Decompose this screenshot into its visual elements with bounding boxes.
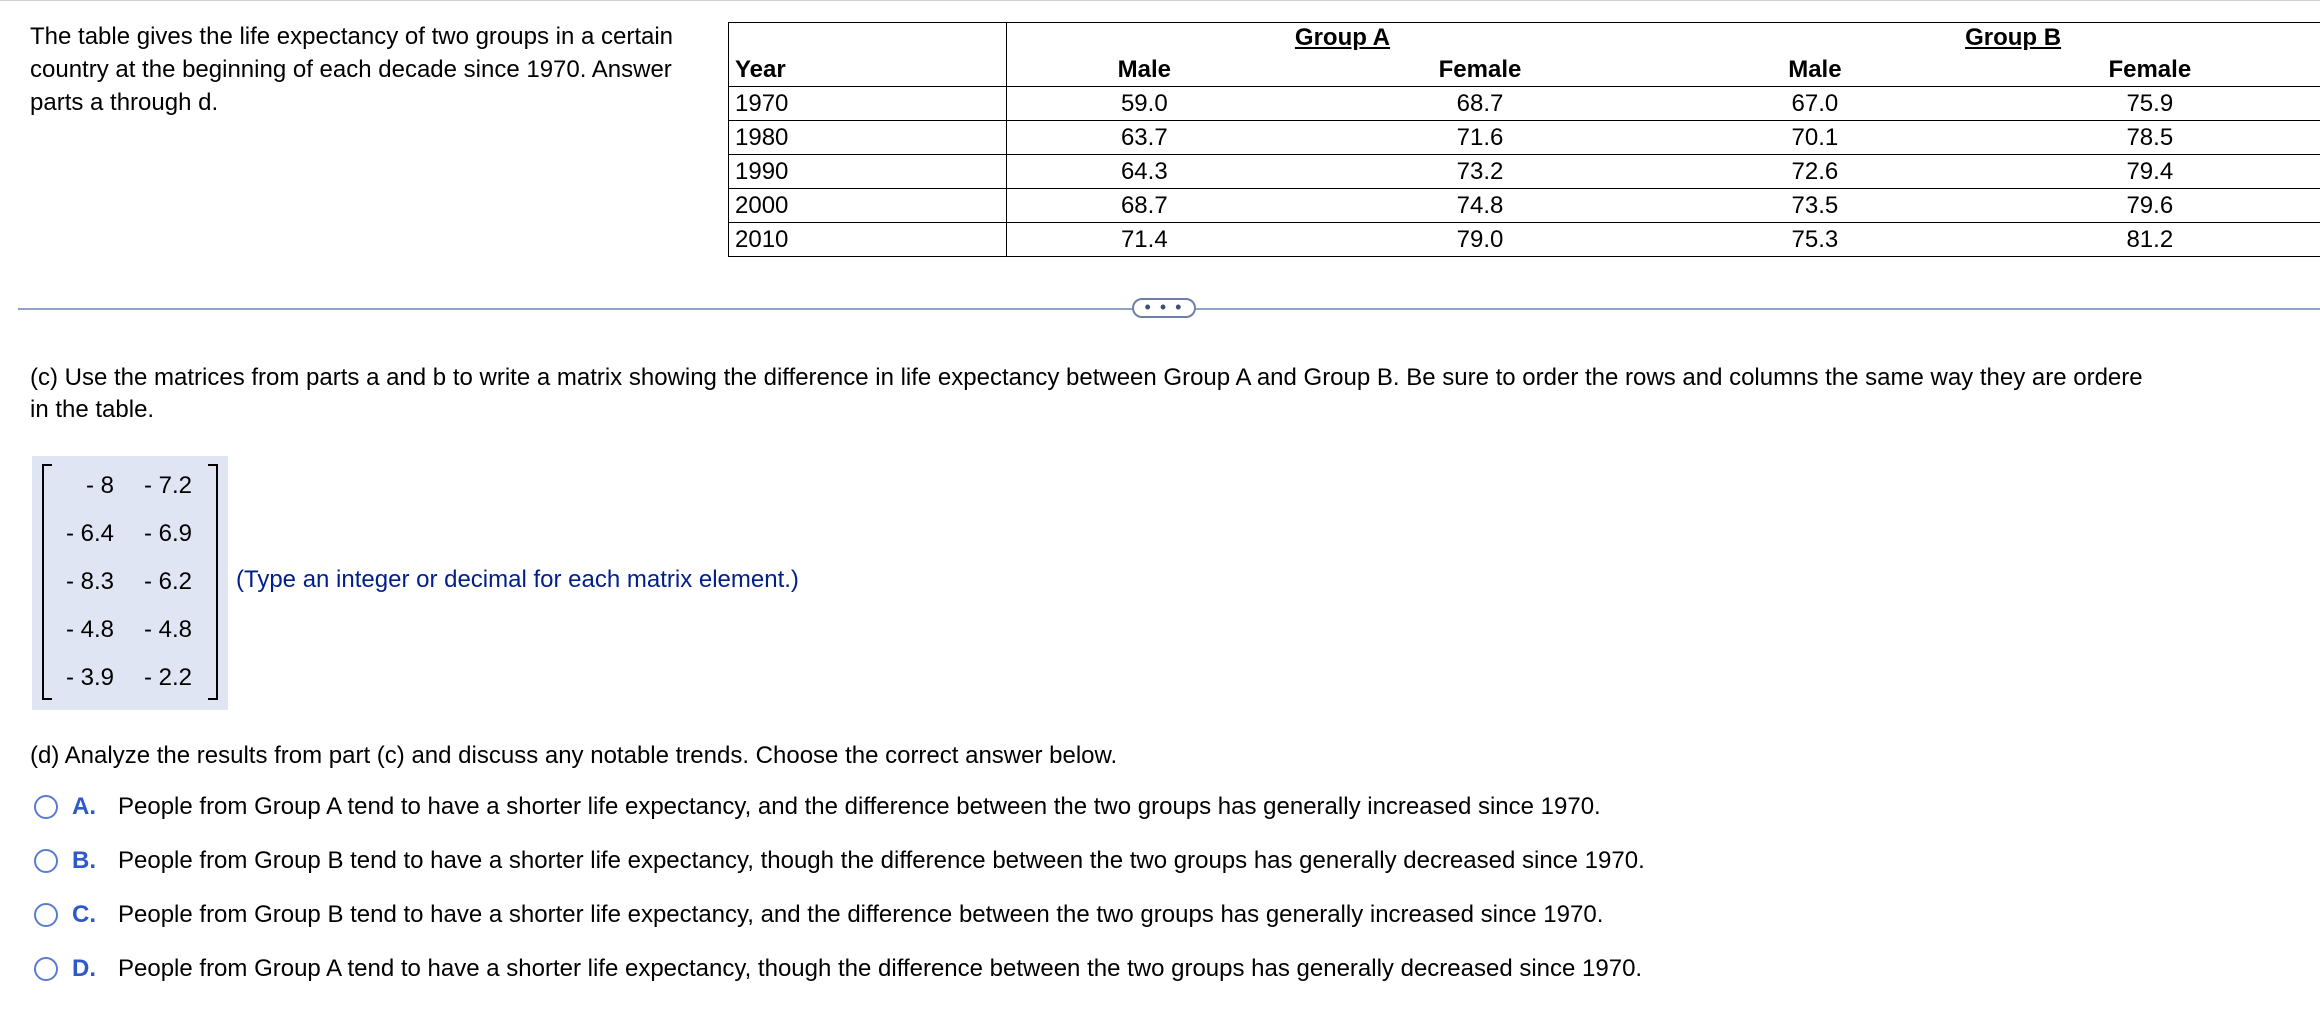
year-cell: 1990 (729, 155, 1007, 189)
value-cell: 59.0 (1006, 87, 1282, 121)
matrix-cell[interactable]: - 7.2 (143, 472, 192, 499)
value-cell: 78.5 (1952, 121, 2320, 155)
year-header: Year (729, 53, 1007, 87)
part-d-question: (d) Analyze the results from part (c) and discuss any notable trends. Choose the correct answer below. (30, 742, 1118, 769)
option-letter: A. (72, 793, 96, 820)
intro-text: The table gives the life expectancy of two groups in a certain country at the beginning of each decade since 1970. Answer parts a through d. (30, 23, 674, 116)
value-cell: 75.3 (1678, 223, 1951, 257)
matrix-row (60, 462, 210, 510)
value-cell: 67.0 (1678, 87, 1951, 121)
option-text: People from Group B tend to have a shorter life expectancy, and the difference between the two groups has generally increased since 1970. (118, 901, 1604, 928)
value-cell: 74.8 (1282, 189, 1678, 223)
value-cell: 68.7 (1006, 189, 1282, 223)
table-row (729, 155, 2320, 189)
option-text: People from Group A tend to have a shorter life expectancy, though the difference between the two groups has generally decreased since 1970. (118, 955, 1643, 982)
matrix-cell[interactable]: - 6.4 (65, 520, 114, 547)
value-cell: 81.2 (1952, 223, 2320, 257)
top-border (0, 0, 2320, 1)
matrix-cell[interactable]: - 4.8 (143, 616, 192, 643)
matrix-row (60, 510, 210, 558)
radio-button[interactable] (34, 849, 58, 873)
group-a-male-header: Male (1117, 56, 1171, 83)
value-cell: 64.3 (1006, 155, 1282, 189)
radio-button[interactable] (34, 903, 58, 927)
table-row (729, 189, 2320, 223)
matrix-row (60, 558, 210, 606)
option-text: People from Group B tend to have a shorter life expectancy, though the difference between the two groups has generally decreased since 1970. (118, 847, 1645, 874)
group-b-header: Group B (1965, 24, 2062, 51)
value-cell: 63.7 (1006, 121, 1282, 155)
option-letter: D. (72, 955, 96, 982)
year-cell: 1980 (729, 121, 1007, 155)
radio-button[interactable] (34, 795, 58, 819)
value-cell: 68.7 (1282, 87, 1678, 121)
value-cell: 73.5 (1678, 189, 1951, 223)
group-a-female-header: Female (1438, 56, 1522, 83)
life-expectancy-table (728, 22, 2320, 257)
matrix-cell[interactable]: - 3.9 (65, 664, 114, 691)
matrix-left-bracket (42, 464, 52, 700)
value-cell: 79.0 (1282, 223, 1678, 257)
answer-matrix (32, 456, 228, 710)
expand-more-button[interactable]: • • • (1132, 298, 1196, 318)
matrix-cell[interactable]: - 8 (85, 472, 114, 499)
matrix-row (60, 654, 210, 702)
value-cell: 72.6 (1678, 155, 1951, 189)
matrix-row (60, 606, 210, 654)
group-b-male-header: Male (1788, 56, 1842, 83)
radio-button[interactable] (34, 957, 58, 981)
table-row (729, 121, 2320, 155)
group-a-header: Group A (1294, 24, 1391, 51)
table-row (729, 87, 2320, 121)
matrix-cell[interactable]: - 6.2 (143, 568, 192, 595)
part-c-question: (c) Use the matrices from parts a and b to write a matrix showing the difference in life expectancy between Group A and Group B. Be sure to order the rows and columns the same way they are ordere (30, 364, 2143, 391)
value-cell: 71.6 (1282, 121, 1678, 155)
matrix-cell[interactable]: - 2.2 (143, 664, 192, 691)
matrix-cell[interactable]: - 8.3 (65, 568, 114, 595)
value-cell: 79.6 (1952, 189, 2320, 223)
group-b-female-header: Female (2108, 56, 2192, 83)
value-cell: 79.4 (1952, 155, 2320, 189)
option-text: People from Group A tend to have a shorter life expectancy, and the difference between the two groups has generally increased since 1970. (118, 793, 1601, 820)
value-cell: 71.4 (1006, 223, 1282, 257)
year-cell: 1970 (729, 87, 1007, 121)
matrix-cell[interactable]: - 4.8 (65, 616, 114, 643)
matrix-cell[interactable]: - 6.9 (143, 520, 192, 547)
value-cell: 73.2 (1282, 155, 1678, 189)
table-corner (729, 23, 1007, 54)
part-c-question-continued: in the table. (30, 396, 155, 423)
option-letter: C. (72, 901, 96, 928)
value-cell: 70.1 (1678, 121, 1951, 155)
option-letter: B. (72, 847, 96, 874)
year-cell: 2010 (729, 223, 1007, 257)
matrix-entry-hint: (Type an integer or decimal for each matrix element.) (236, 566, 799, 593)
value-cell: 75.9 (1952, 87, 2320, 121)
year-cell: 2000 (729, 189, 1007, 223)
table-row (729, 223, 2320, 257)
